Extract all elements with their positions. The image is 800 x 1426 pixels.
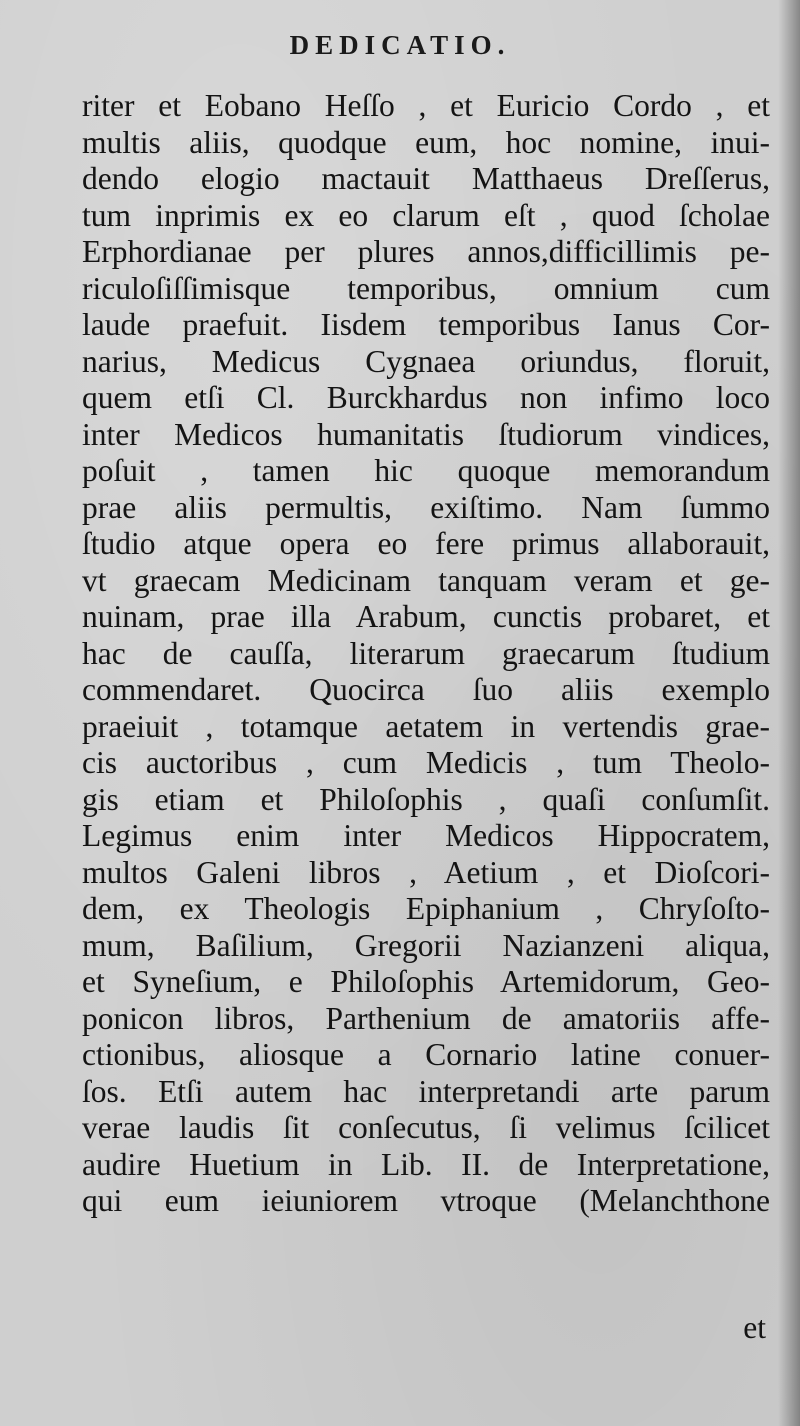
text-line: multos Galeni libros , Aetium , et Dioſcori- bbox=[82, 854, 770, 890]
text-line: multis aliis, quodque eum, hoc nomine, inui- bbox=[82, 124, 770, 160]
text-line: poſuit , tamen hic quoque memorandum bbox=[82, 453, 770, 488]
text-line: Legimus enim inter Medicos Hippocratem, bbox=[82, 818, 770, 853]
text-line: riculoſiſſimisque temporibus, omnium cum bbox=[82, 270, 770, 306]
text-line: nuinam, prae illa Arabum, cunctis probaret, et bbox=[82, 599, 770, 634]
text-line: verae laudis ſit conſecutus, ſi velimus ſcilicet bbox=[82, 1110, 770, 1145]
text-line: ctionibus, aliosque a Cornario latine conuer- bbox=[82, 1037, 770, 1072]
text-line: tum inprimis ex eo clarum eſt , quod ſcholae bbox=[82, 197, 770, 233]
text-line: vt graecam Medicinam tanquam veram et ge- bbox=[82, 562, 770, 598]
text-line: Erphordianae per plures annos,difficillimis pe- bbox=[82, 234, 770, 269]
text-line: quem etſi Cl. Burckhardus non infimo loco bbox=[82, 380, 770, 415]
text-line: riter et Eobano Heſſo , et Euricio Cordo , et bbox=[82, 88, 770, 123]
text-line: et Syneſium, e Philoſophis Artemidorum, Geo- bbox=[82, 964, 770, 999]
catchword: et bbox=[743, 1310, 766, 1345]
text-line: hac de cauſſa, literarum graecarum ſtudium bbox=[82, 635, 770, 671]
text-line: prae aliis permultis, exiſtimo. Nam ſummo bbox=[82, 489, 770, 525]
text-line: dendo elogio mactauit Matthaeus Dreſſerus, bbox=[82, 161, 770, 196]
text-line: inter Medicos humanitatis ſtudiorum vindices, bbox=[82, 416, 770, 452]
text-line: mum, Baſilium, Gregorii Nazianzeni aliqua, bbox=[82, 927, 770, 963]
text-line: cis auctoribus , cum Medicis , tum Theolo- bbox=[82, 745, 770, 780]
running-head: DEDICATIO. bbox=[289, 30, 511, 60]
text-line: gis etiam et Philoſophis , quaſi conſumſit. bbox=[82, 781, 770, 817]
text-line: commendaret. Quocirca ſuo aliis exemplo bbox=[82, 672, 770, 707]
text-line: ſtudio atque opera eo fere primus allaborauit, bbox=[82, 526, 770, 561]
text-line: qui eum ieiuniorem vtroque (Melanchthone bbox=[82, 1183, 770, 1218]
text-line: audire Huetium in Lib. II. de Interpretatione, bbox=[82, 1146, 770, 1182]
text-line: ſos. Etſi autem hac interpretandi arte parum bbox=[82, 1073, 770, 1109]
text-line: laude praefuit. Iisdem temporibus Ianus Cor- bbox=[82, 307, 770, 342]
page-gutter-shadow bbox=[778, 0, 800, 1426]
text-line: praeiuit , totamque aetatem in vertendis grae- bbox=[82, 708, 770, 744]
body-text bbox=[82, 88, 770, 1220]
text-line: narius, Medicus Cygnaea oriundus, floruit, bbox=[82, 343, 770, 379]
text-line: dem, ex Theologis Epiphanium , Chryſoſto- bbox=[82, 891, 770, 926]
text-line: ponicon libros, Parthenium de amatoriis affe- bbox=[82, 1000, 770, 1036]
